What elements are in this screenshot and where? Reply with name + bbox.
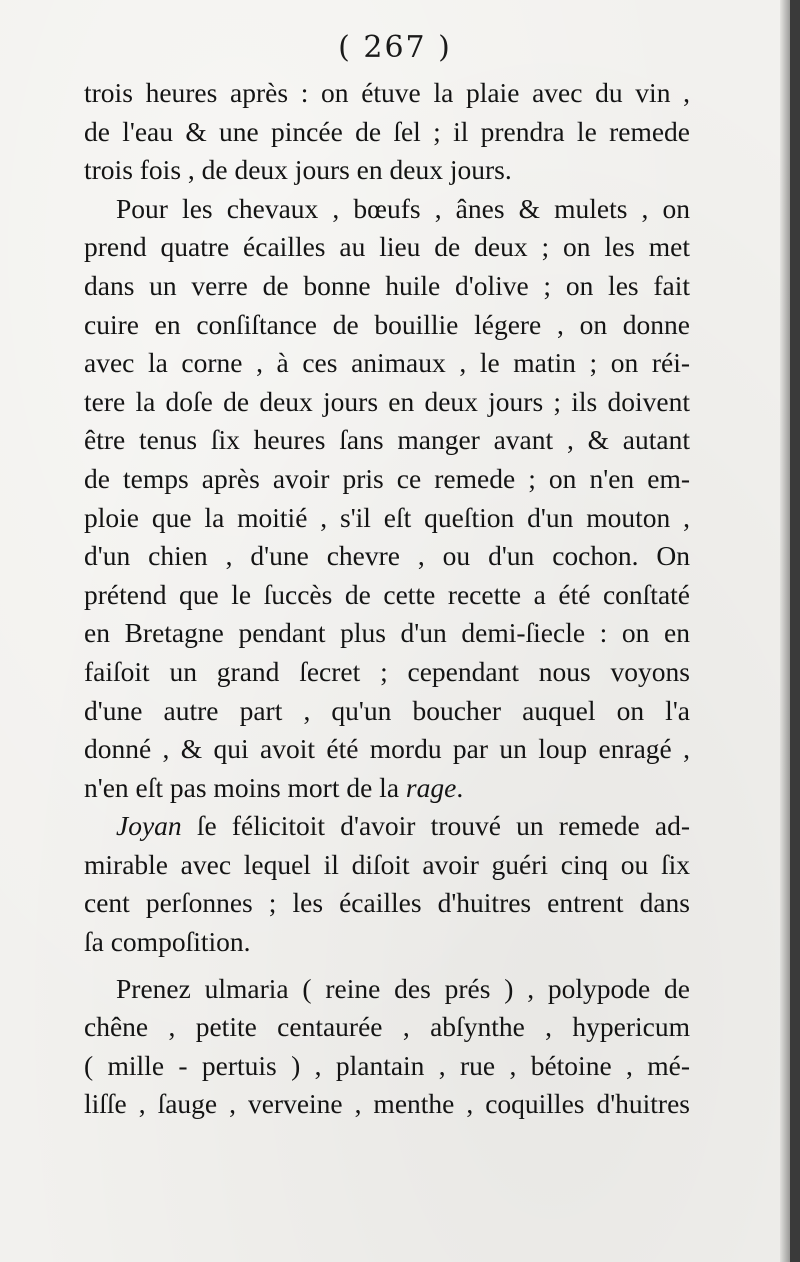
- text-run: ſe félicitoit d'avoir trouvé un remede ad-: [181, 810, 690, 842]
- paragraph-2: [84, 190, 690, 808]
- paragraph-1: [84, 74, 690, 190]
- text-line: de l'eau & une pincée de ſel ; il prendra le remede: [84, 115, 690, 147]
- text-line: ( mille - pertuis ) , plantain , rue , bétoine , mé-: [84, 1049, 690, 1081]
- paragraph-3: [84, 807, 690, 961]
- text-line: [84, 769, 690, 808]
- text-line: Prenez ulmaria ( reine des prés ) , polypode de: [116, 972, 690, 1004]
- text-line: d'un chien , d'une chevre , ou d'un cochon. On: [84, 540, 690, 572]
- text-line: tere la doſe de deux jours en deux jours ; ils doivent: [84, 385, 690, 417]
- text-line: cuire en conſiſtance de bouillie légere , on donne: [84, 308, 690, 340]
- italic-word: rage: [405, 771, 457, 803]
- page-number: ( 267 ): [338, 30, 452, 65]
- text-line: liſſe , ſauge , verveine , menthe , coquilles d'huitres: [84, 1088, 690, 1120]
- text-line: trois heures après : on étuve la plaie avec du vin ,: [84, 77, 690, 108]
- text-run: .: [456, 771, 464, 803]
- italic-name: Joyan: [116, 810, 182, 842]
- text-line: faiſoit un grand ſecret ; cependant nous voyons: [84, 655, 690, 687]
- text-line: cent perſonnes ; les écailles d'huitres entrent dans: [84, 887, 690, 919]
- body-text: [84, 74, 690, 1124]
- text-line: de temps après avoir pris ce remede ; on n'en em-: [84, 462, 690, 494]
- text-line: prétend que le ſuccès de cette recette a été conſtaté: [84, 578, 690, 610]
- paragraph-gap: [84, 962, 690, 970]
- text-line: être tenus ſix heures ſans manger avant , & autant: [84, 424, 690, 456]
- text-line: donné , & qui avoit été mordu par un loup enragé ,: [84, 733, 690, 765]
- text-run: n'en eſt pas moins mort de la: [84, 771, 406, 803]
- text-line: [84, 807, 690, 846]
- text-line: dans un verre de bonne huile d'olive ; on les fait: [84, 269, 690, 301]
- text-line: mirable avec lequel il diſoit avoir guéri cinq ou ſix: [84, 848, 690, 880]
- paragraph-4: [84, 970, 690, 1124]
- text-line: chêne , petite centaurée , abſynthe , hypericum: [84, 1011, 690, 1043]
- text-line: ſa compoſition.: [84, 926, 251, 958]
- page-edge-shadow: [780, 0, 790, 1262]
- text-line: avec la corne , à ces animaux , le matin ; on réi-: [84, 347, 690, 379]
- text-line: en Bretagne pendant plus d'un demi-ſiecle : on en: [84, 617, 690, 649]
- text-line: ploie que la moitié , s'il eſt queſtion d'un mouton ,: [84, 501, 690, 533]
- text-line: prend quatre écailles au lieu de deux ; on les met: [84, 231, 690, 263]
- text-line: d'une autre part , qu'un boucher auquel on l'a: [84, 694, 690, 726]
- text-line: Pour les chevaux , bœufs , ânes & mulets , on: [116, 192, 690, 224]
- text-line: trois fois , de deux jours en deux jours.: [84, 154, 512, 186]
